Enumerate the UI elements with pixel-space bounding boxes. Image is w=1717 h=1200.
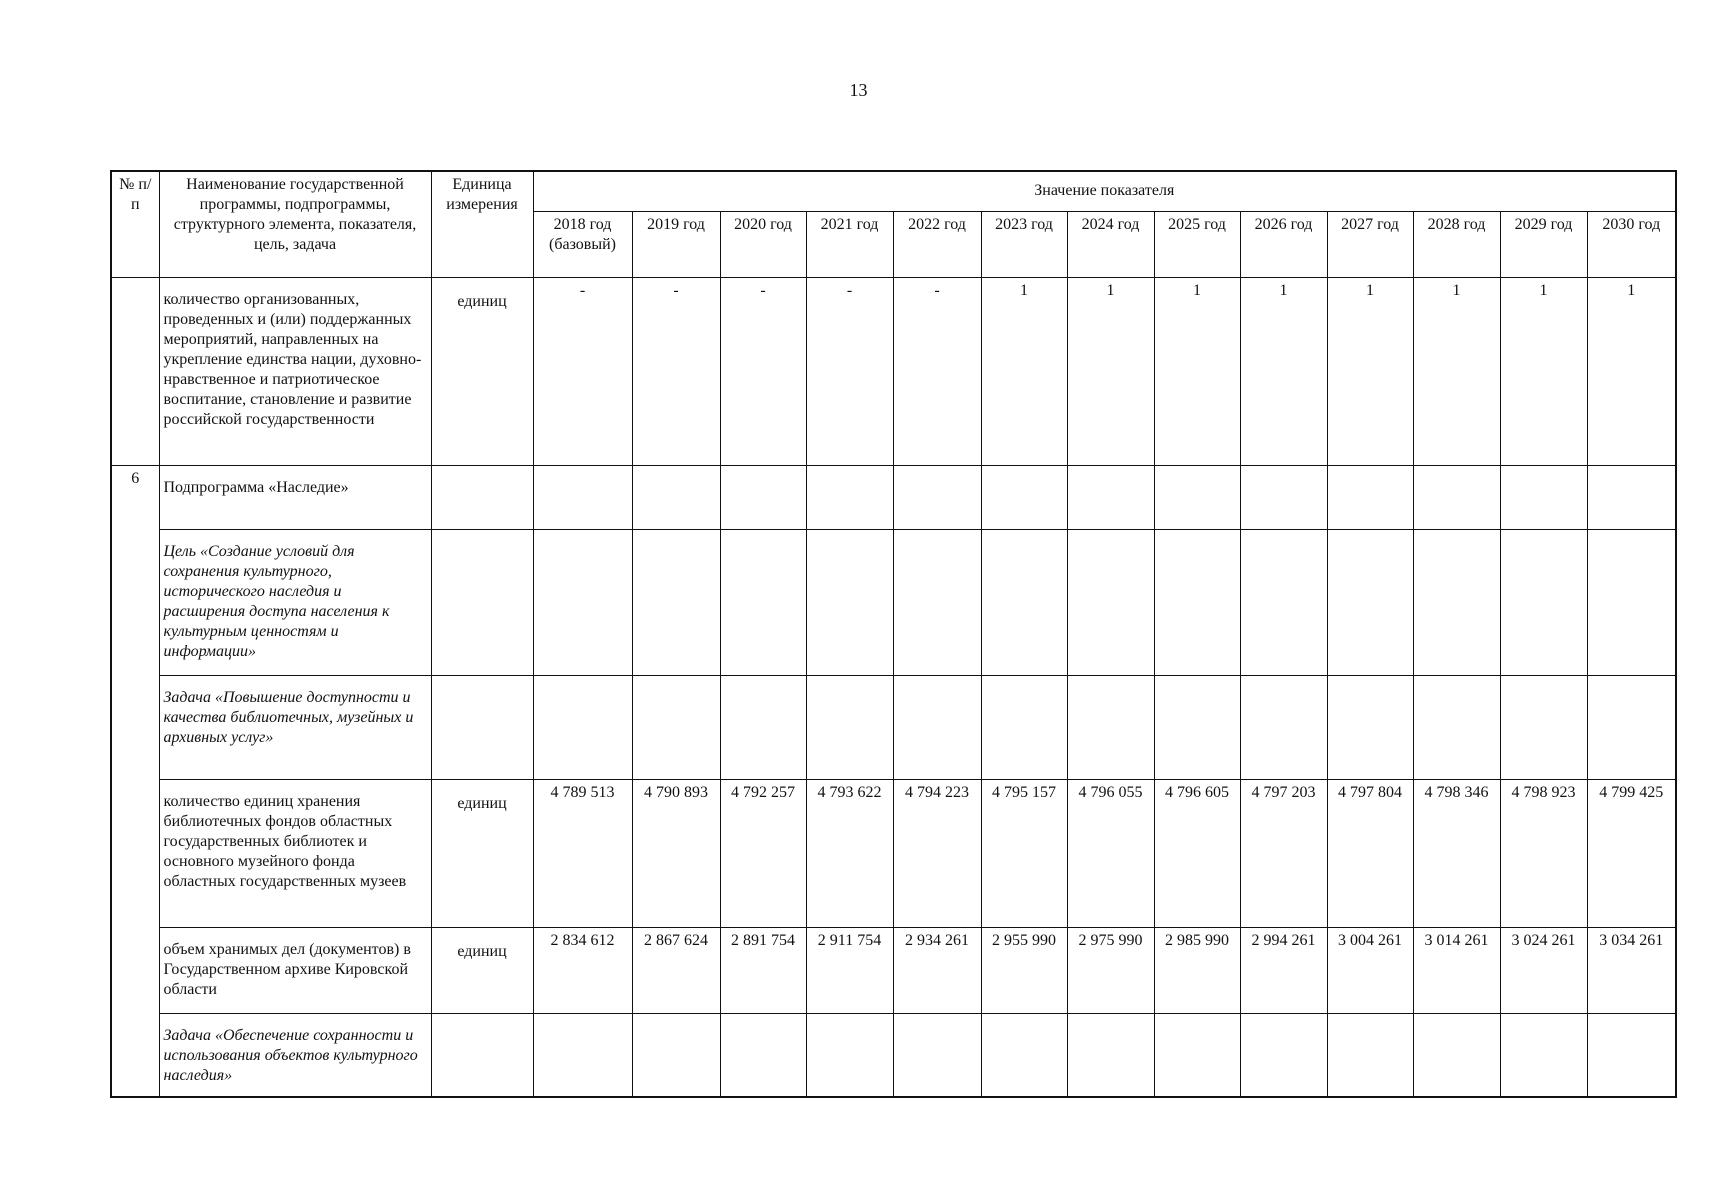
header-year: 2022 год	[893, 211, 981, 277]
header-year: 2018 год (базовый)	[533, 211, 632, 277]
value-cell	[1154, 1013, 1240, 1097]
value-cell	[1500, 529, 1587, 675]
value-cell: 1	[1413, 277, 1500, 465]
value-cell	[1067, 675, 1154, 779]
value-cell	[1413, 465, 1500, 529]
header-year: 2024 год	[1067, 211, 1154, 277]
value-cell: -	[533, 277, 632, 465]
row-unit	[431, 465, 533, 529]
header-year: 2023 год	[981, 211, 1067, 277]
value-cell: 4 798 923	[1500, 779, 1587, 927]
row-index	[111, 277, 159, 465]
value-cell	[1154, 465, 1240, 529]
value-cell: -	[806, 277, 893, 465]
value-cell	[1413, 675, 1500, 779]
row-name: Задача «Обеспечение сохранности и использования объектов культурного наследия»	[159, 1013, 431, 1097]
value-cell	[1067, 1013, 1154, 1097]
header-unit: Единица измерения	[431, 171, 533, 277]
value-cell	[806, 675, 893, 779]
value-cell	[1240, 675, 1327, 779]
value-cell	[1413, 529, 1500, 675]
value-cell	[1587, 675, 1676, 779]
value-cell	[1327, 529, 1413, 675]
value-cell: 2 934 261	[893, 927, 981, 1013]
row-name: Цель «Создание условий для сохранения культурного, исторического наследия и расширения доступа населения к культурным ценностям и информации»	[159, 529, 431, 675]
indicators-table	[110, 170, 1677, 1098]
table-row	[111, 675, 1676, 779]
value-cell	[1587, 529, 1676, 675]
value-cell: 4 795 157	[981, 779, 1067, 927]
value-cell	[632, 465, 720, 529]
value-cell	[1154, 675, 1240, 779]
header-year: 2021 год	[806, 211, 893, 277]
value-cell: -	[720, 277, 806, 465]
value-cell	[806, 1013, 893, 1097]
value-cell: 4 793 622	[806, 779, 893, 927]
table-row	[111, 529, 1676, 675]
value-cell	[1413, 1013, 1500, 1097]
header-year: 2027 год	[1327, 211, 1413, 277]
header-value-group: Значение показателя	[533, 171, 1676, 211]
header-year: 2020 год	[720, 211, 806, 277]
value-cell	[632, 1013, 720, 1097]
value-cell	[720, 675, 806, 779]
value-cell	[1067, 465, 1154, 529]
header-index: № п/п	[111, 171, 159, 277]
value-cell: 1	[1240, 277, 1327, 465]
value-cell: 4 789 513	[533, 779, 632, 927]
header-name: Наименование государственной программы, подпрограммы, структурного элемента, показателя, цель, задача	[159, 171, 431, 277]
page-number: 13	[849, 80, 868, 100]
value-cell: 4 794 223	[893, 779, 981, 927]
value-cell	[1500, 1013, 1587, 1097]
row-unit: единиц	[431, 277, 533, 465]
header-year: 2019 год	[632, 211, 720, 277]
value-cell	[1587, 465, 1676, 529]
value-cell: 2 955 990	[981, 927, 1067, 1013]
value-cell	[1327, 1013, 1413, 1097]
header-year: 2025 год	[1154, 211, 1240, 277]
header-year: 2030 год	[1587, 211, 1676, 277]
value-cell	[1500, 675, 1587, 779]
value-cell: 4 799 425	[1587, 779, 1676, 927]
value-cell: 2 975 990	[1067, 927, 1154, 1013]
value-cell	[720, 465, 806, 529]
table-row	[111, 465, 1676, 529]
value-cell	[720, 1013, 806, 1097]
value-cell: 2 867 624	[632, 927, 720, 1013]
value-cell	[632, 675, 720, 779]
value-cell: 2 891 754	[720, 927, 806, 1013]
value-cell	[632, 529, 720, 675]
value-cell: 4 792 257	[720, 779, 806, 927]
table-row	[111, 1013, 1676, 1097]
value-cell: 4 797 804	[1327, 779, 1413, 927]
value-cell: 3 014 261	[1413, 927, 1500, 1013]
row-unit: единиц	[431, 927, 533, 1013]
value-cell	[981, 1013, 1067, 1097]
value-cell: 1	[1067, 277, 1154, 465]
value-cell	[533, 675, 632, 779]
header-year: 2029 год	[1500, 211, 1587, 277]
value-cell	[1240, 465, 1327, 529]
value-cell: 2 985 990	[1154, 927, 1240, 1013]
value-cell	[981, 465, 1067, 529]
value-cell: 1	[981, 277, 1067, 465]
value-cell: 1	[1587, 277, 1676, 465]
value-cell	[806, 529, 893, 675]
value-cell: 1	[1327, 277, 1413, 465]
row-unit: единиц	[431, 779, 533, 927]
value-cell	[720, 529, 806, 675]
value-cell	[533, 465, 632, 529]
value-cell: 2 911 754	[806, 927, 893, 1013]
value-cell	[1154, 529, 1240, 675]
value-cell	[893, 1013, 981, 1097]
value-cell	[533, 1013, 632, 1097]
value-cell: 4 796 055	[1067, 779, 1154, 927]
value-cell	[1327, 465, 1413, 529]
value-cell: 2 994 261	[1240, 927, 1327, 1013]
value-cell: 1	[1500, 277, 1587, 465]
row-name: количество организованных, проведенных и (или) поддержанных мероприятий, направленных на укрепление единства нации, духовно-нравственное и патриотическое воспитание, становление и развитие российской государственности	[159, 277, 431, 465]
row-name: Задача «Повышение доступности и качества библиотечных, музейных и архивных услуг»	[159, 675, 431, 779]
value-cell: 4 790 893	[632, 779, 720, 927]
value-cell: 4 798 346	[1413, 779, 1500, 927]
value-cell	[981, 529, 1067, 675]
value-cell	[1587, 1013, 1676, 1097]
row-name: объем хранимых дел (документов) в Государственном архиве Кировской области	[159, 927, 431, 1013]
value-cell	[1500, 465, 1587, 529]
value-cell	[806, 465, 893, 529]
value-cell	[981, 675, 1067, 779]
value-cell	[533, 529, 632, 675]
value-cell: 4 797 203	[1240, 779, 1327, 927]
row-unit	[431, 675, 533, 779]
row-unit	[431, 1013, 533, 1097]
table-row	[111, 927, 1676, 1013]
row-index: 6	[111, 465, 159, 1097]
value-cell	[1327, 675, 1413, 779]
value-cell	[893, 465, 981, 529]
header-year: 2026 год	[1240, 211, 1327, 277]
value-cell: -	[893, 277, 981, 465]
value-cell	[1240, 1013, 1327, 1097]
value-cell: 4 796 605	[1154, 779, 1240, 927]
row-name: Подпрограмма «Наследие»	[159, 465, 431, 529]
value-cell: 3 004 261	[1327, 927, 1413, 1013]
value-cell	[1240, 529, 1327, 675]
value-cell	[893, 529, 981, 675]
value-cell: -	[632, 277, 720, 465]
value-cell: 1	[1154, 277, 1240, 465]
header-year: 2028 год	[1413, 211, 1500, 277]
row-unit	[431, 529, 533, 675]
row-name: количество единиц хранения библиотечных фондов областных государственных библиотек и основного музейного фонда областных государственных музеев	[159, 779, 431, 927]
value-cell	[1067, 529, 1154, 675]
value-cell: 3 024 261	[1500, 927, 1587, 1013]
table-row	[111, 277, 1676, 465]
table-row	[111, 779, 1676, 927]
value-cell: 3 034 261	[1587, 927, 1676, 1013]
value-cell	[893, 675, 981, 779]
value-cell: 2 834 612	[533, 927, 632, 1013]
